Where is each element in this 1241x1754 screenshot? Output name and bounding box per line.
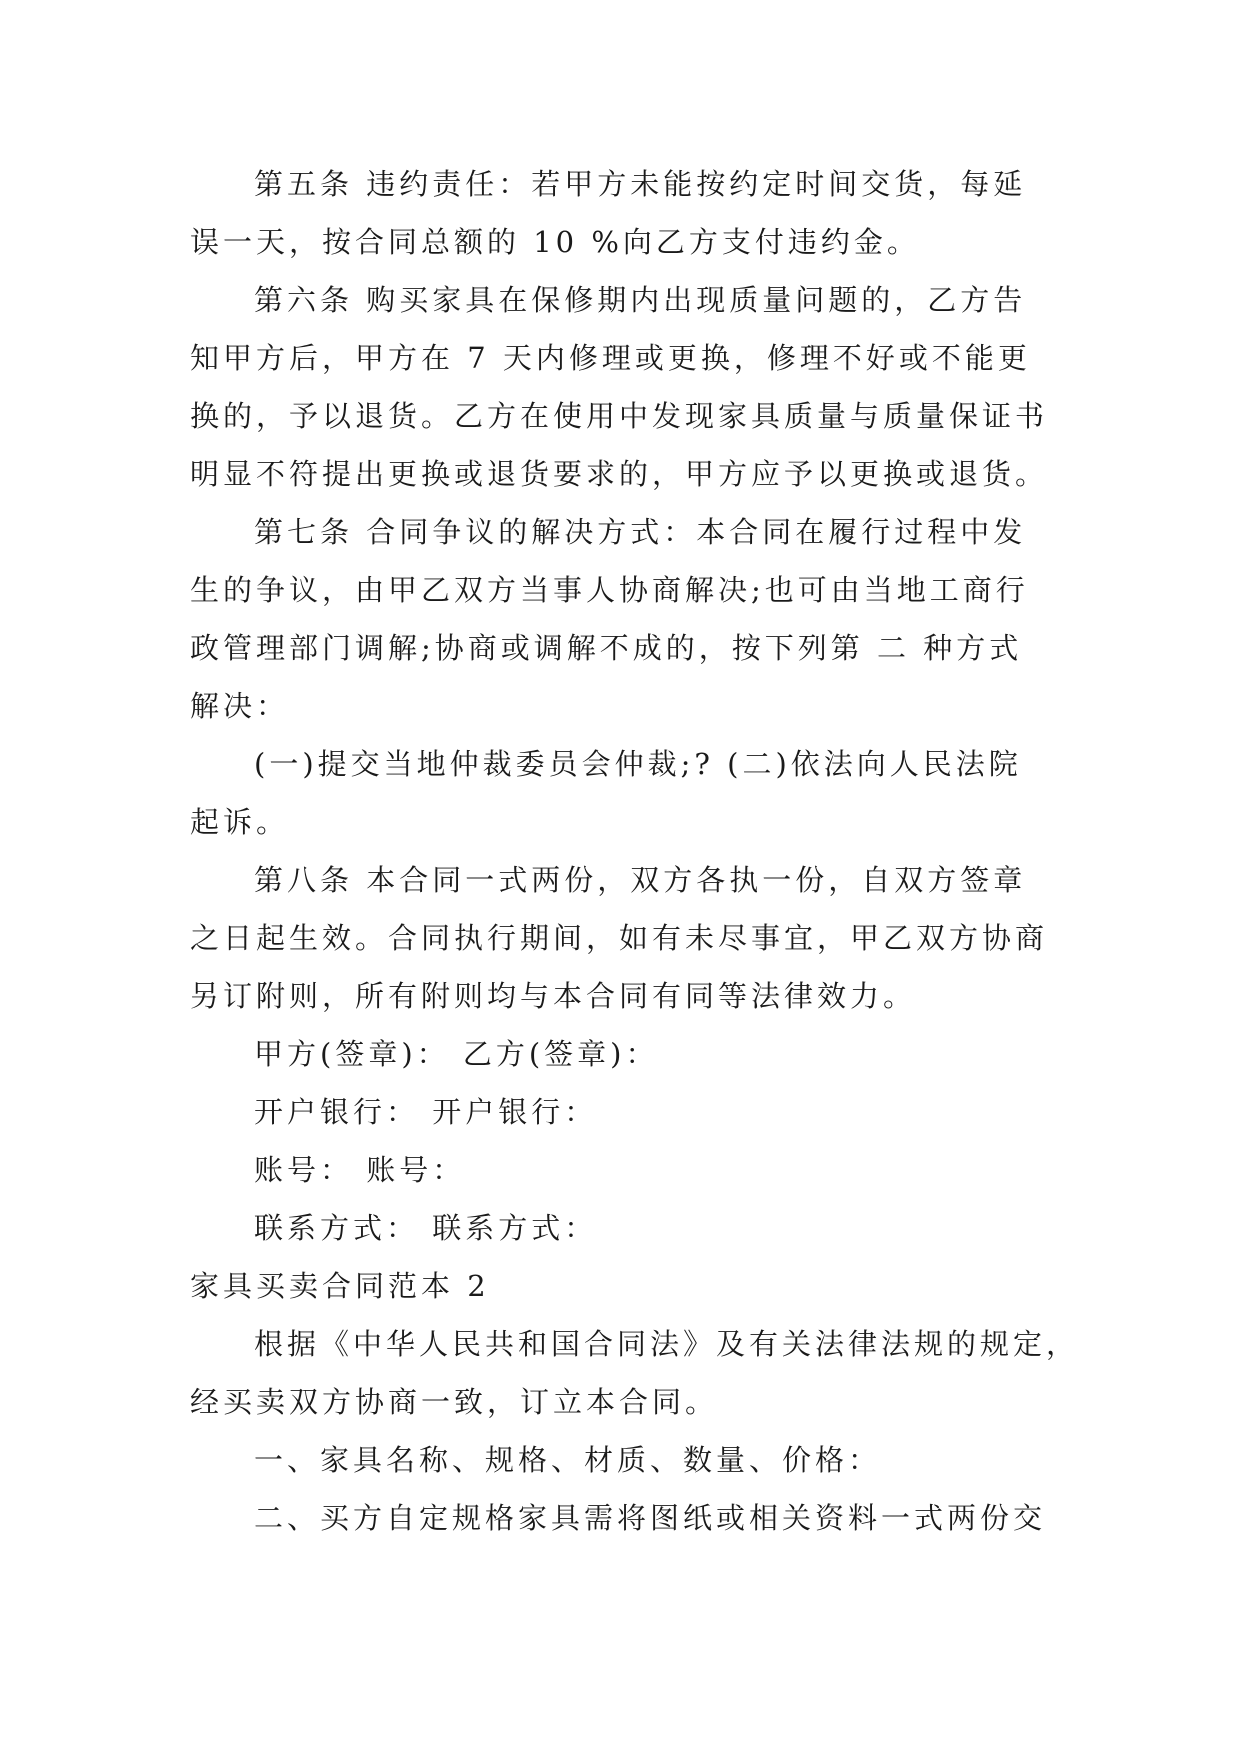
text-line: 经买卖双方协商一致，订立本合同。 bbox=[190, 1385, 719, 1419]
text-line: 政管理部门调解;协商或调解不成的，按下列第 二 种方式 bbox=[190, 631, 1023, 665]
text-line: 第五条 违约责任：若甲方未能按约定时间交货，每延 bbox=[254, 167, 1027, 201]
text-line: (一)提交当地仲裁委员会仲裁;? (二)依法向人民法院 bbox=[254, 747, 1022, 781]
text-line: 二、买方自定规格家具需将图纸或相关资料一式两份交 bbox=[254, 1501, 1047, 1535]
text-line: 第八条 本合同一式两份，双方各执一份，自双方签章 bbox=[254, 863, 1027, 897]
section-heading: 家具买卖合同范本 2 bbox=[190, 1269, 490, 1303]
text-line: 误一天，按合同总额的 10 %向乙方支付违约金。 bbox=[190, 225, 920, 259]
contact-line: 联系方式： 联系方式： bbox=[254, 1211, 598, 1245]
text-line: 明显不符提出更换或退货要求的，甲方应予以更换或退货。 bbox=[190, 457, 1049, 491]
bank-line: 开户银行： 开户银行： bbox=[254, 1095, 598, 1129]
text-line: 一、家具名称、规格、材质、数量、价格： bbox=[254, 1443, 882, 1477]
text-line: 解决： bbox=[190, 689, 290, 723]
text-line: 知甲方后，甲方在 7 天内修理或更换，修理不好或不能更 bbox=[190, 341, 1031, 375]
text-line: 第七条 合同争议的解决方式：本合同在履行过程中发 bbox=[254, 515, 1027, 549]
document-body bbox=[190, 155, 1080, 1547]
account-line: 账号： 账号： bbox=[254, 1153, 466, 1187]
text-line: 起诉。 bbox=[190, 805, 290, 839]
text-line: 生的争议，由甲乙双方当事人协商解决;也可由当地工商行 bbox=[190, 573, 1029, 607]
text-line: 根据《中华人民共和国合同法》及有关法律法规的规定， bbox=[254, 1327, 1080, 1361]
text-line: 第六条 购买家具在保修期内出现质量问题的，乙方告 bbox=[254, 283, 1027, 317]
text-line: 换的，予以退货。乙方在使用中发现家具质量与质量保证书 bbox=[190, 399, 1049, 433]
text-line: 另订附则，所有附则均与本合同有同等法律效力。 bbox=[190, 979, 917, 1013]
text-line: 之日起生效。合同执行期间，如有未尽事宜，甲乙双方协商 bbox=[190, 921, 1049, 955]
signature-party-line: 甲方(签章)： 乙方(签章)： bbox=[254, 1037, 659, 1071]
